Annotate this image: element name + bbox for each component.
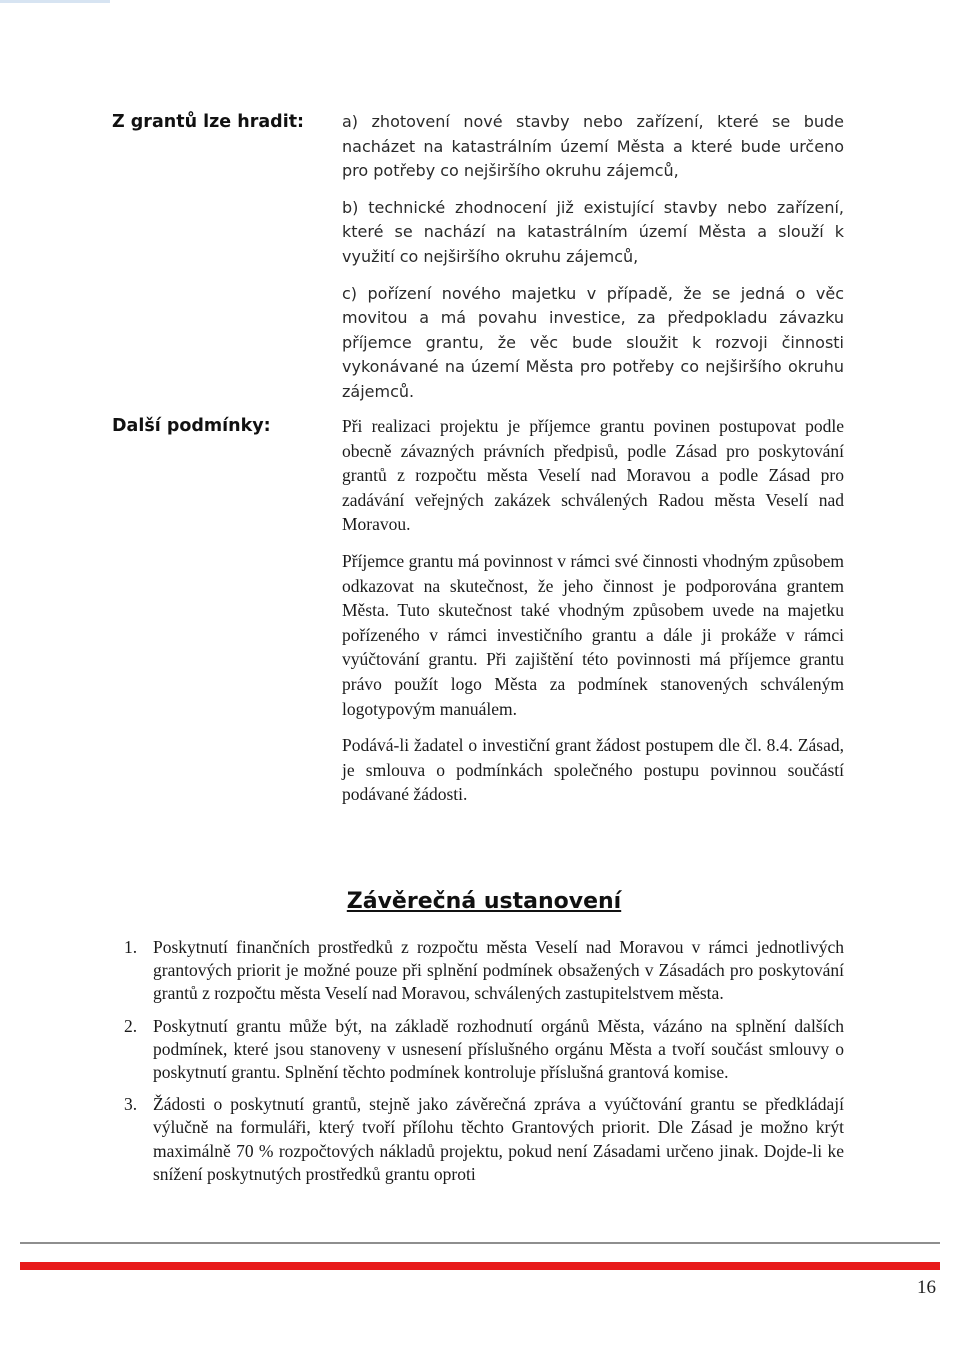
page-number: 16 — [917, 1277, 936, 1298]
list-item — [110, 936, 844, 1006]
conditions-paragraph-2: Příjemce grantu má povinnost v rámci své činnosti vhodným způsobem odkazovat na skutečnost, že jeho činnost je podporována grantem Města. Tuto skutečnost také vhodným způsobem uvede na majetku pořízeného v rámci investičního grantu a dále ji prokáže v rámci vyúčtování grantu. Při zajištění této povinnosti má příjemce grantu právo použít logo Města za podmínek stanovených schváleným logotypovým manuálem. — [342, 550, 844, 719]
conditions-paragraph-3: Podává-li žadatel o investiční grant žádost postupem dle čl. 8.4. Zásad, je smlouva o podmínkách společného postupu povinnou součástí podávané žádosti. — [342, 735, 844, 805]
list-item-text: Žádosti o poskytnutí grantů, stejně jako závěrečná zpráva a vyúčtování grantu se předkládají výlučně na formuláři, který tvoří přílohu těchto Grantových priorit. Dle Zásad je možno krýt maximálně 70 % rozpočtových nákladů projektu, pokud není Zásadami určeno jinak. Dojde-li ke snížení poskytnutých prostředků grantu oproti — [153, 1094, 844, 1184]
other-conditions-text — [342, 414, 844, 807]
top-edge-line — [0, 0, 110, 3]
list-item-number: 2. — [124, 1015, 138, 1036]
final-provisions-list — [110, 936, 844, 1186]
label-grants-cover: Z grantů lze hradit: — [112, 112, 305, 132]
footer-gray-rule — [20, 1242, 940, 1244]
grants-item-a: a) zhotovení nové stavby nebo zařízení, které se bude nacházet na katastrálním území Města a které bude určeno pro potřeby co nejširšího okruhu zájemců, — [342, 112, 844, 181]
conditions-paragraph-1: Při realizaci projektu je příjemce grantu povinen postupovat podle obecně závazných právních předpisů, podle Zásad pro poskytování grantů z rozpočtu města Veselí nad Moravou a podle Zásad pro zadávání veřejných zakázek schválených Radou města Veselí nad Moravou. — [342, 416, 844, 535]
list-item-text: Poskytnutí finančních prostředků z rozpočtu města Veselí nad Moravou v rámci jednotlivých grantových priorit je možné pouze při splnění podmínek obsažených v Zásadách pro poskytování grantů z rozpočtu města Veselí nad Moravou, schválených zastupitelstvem města. — [153, 937, 844, 1004]
list-item — [110, 1015, 844, 1085]
list-item-number: 3. — [124, 1094, 138, 1115]
grants-cover-list — [342, 110, 844, 405]
section-title-final-provisions: Závěrečná ustanovení — [346, 889, 622, 914]
footer-red-rule — [20, 1262, 940, 1270]
list-item-text: Poskytnutí grantu může být, na základě rozhodnutí orgánů Města, vázáno na splnění dalších podmínek, které jsou stanoveny v usnesení příslušného orgánu Města a tvoří součást smlouvy o poskytnutí grantu. Splnění těchto podmínek kontroluje příslušná grantová komise. — [153, 1015, 844, 1083]
grants-item-c: c) pořízení nového majetku v případě, že se jedná o věc movitou a má povahu investice, za předpokladu závazku příjemce grantu, že věc bude sloužit k rozvoji činnosti vykonávané na území Města pro potřeby co nejširšího okruhu zájemců. — [342, 283, 844, 401]
grants-item-b: b) technické zhodnocení již existující stavby nebo zařízení, které se nachází na katastrálním území Města a slouží k využití co nejširšího okruhu zájemců, — [342, 197, 844, 266]
list-item-number: 1. — [124, 937, 138, 957]
label-other-conditions: Další podmínky: — [112, 416, 271, 436]
list-item — [110, 1093, 844, 1186]
